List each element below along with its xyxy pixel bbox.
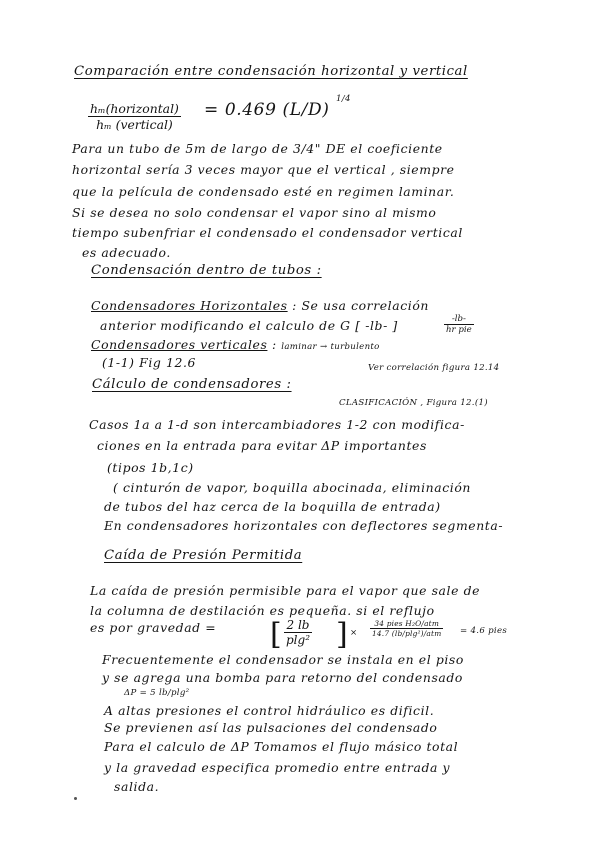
- text-line: ( cinturón de vapor, boquilla abocinada, eliminación: [113, 480, 471, 495]
- text-line: y la gravedad especifica promedio entre entrada y: [104, 760, 451, 775]
- text-line: es adecuado.: [82, 245, 171, 260]
- text-line: (1-1) Fig 12.6: [102, 355, 196, 370]
- text-line: y se agrega una bomba para retorno del condensado: [102, 670, 463, 685]
- text-line: CLASIFICACIÓN , Figura 12.(1): [339, 398, 488, 408]
- fraction: $\frac{2 lb}{\text{plg²}}$: [286, 618, 311, 647]
- fraction: 34 pies H₂O/atm 14.7 (lb/plg²)/atm: [372, 619, 442, 638]
- text-line: Para el calculo de ΔP Tomamos el flujo másico total: [104, 739, 459, 754]
- text-line: horizontal sería 3 veces mayor que el vertical , siempre: [72, 162, 455, 177]
- text-line: = 4.6 pies: [460, 626, 508, 636]
- page-title: Comparación entre condensación horizontal y vertical: [74, 64, 468, 79]
- text-line: ×: [350, 628, 358, 638]
- text-line: ciones en la entrada para evitar ΔP importantes: [97, 438, 427, 453]
- ratio-fraction: hₘ(horizontal) hₘ (vertical): [90, 101, 179, 132]
- section-heading: Cálculo de condensadores :: [92, 377, 292, 392]
- text-line: Frecuentemente el condensador se instala en el piso: [102, 652, 464, 667]
- text-line: La caída de presión permisible para el vapor que sale de: [90, 583, 481, 598]
- text-line: Condensadores verticales : laminar → turbulento: [91, 337, 380, 352]
- text-line: salida.: [114, 779, 160, 794]
- stray-dot: [74, 797, 77, 800]
- text-line: tiempo subenfriar el condensado el condensador vertical: [72, 225, 463, 240]
- text-line: Si se desea no solo condensar el vapor sino al mismo: [72, 205, 437, 220]
- text-line: Para un tubo de 5m de largo de 3/4" DE el coeficiente: [72, 141, 443, 156]
- text-line: Casos 1a a 1-d son intercambiadores 1-2 con modifica-: [89, 417, 465, 432]
- fraction: -lb- hr pie: [446, 314, 472, 335]
- text-line: (tipos 1b,1c): [107, 460, 194, 475]
- text-line: Se previenen así las pulsaciones del condensado: [104, 720, 438, 735]
- text-line: En condensadores horizontales con deflectores segmenta-: [104, 518, 504, 533]
- text-line: que la película de condensado esté en regimen laminar.: [72, 184, 455, 199]
- text-line: Condensadores Horizontales : Se usa correlación: [91, 298, 429, 313]
- text-line: es por gravedad =: [90, 620, 217, 635]
- text-line: ΔP = 5 lb/plg²: [124, 688, 190, 698]
- text-line: A altas presiones el control hidráulico es dificil.: [104, 703, 435, 718]
- text-line: la columna de destilación es pequeña. si el reflujo: [90, 603, 435, 618]
- text-line: anterior modificando el calculo de G [ -lb- ]: [100, 318, 398, 333]
- formula-exponent: 1/4: [336, 94, 351, 104]
- section-heading: Caída de Presión Permitida: [104, 548, 303, 563]
- handwritten-page: Comparación entre condensación horizontal y vertical hₘ(horizontal) hₘ (vertical) = 0.469 (L/D) 1/4 Para un tubo de 5m de largo de 3/4" DE el coeficiente horizontal sería 3 veces mayor que el vertical , siempre que la película de condensado esté en regimen laminar. Si se desea no solo condensar el vapor sino al mismo tiempo subenfriar el condensado el condensador vertical es adecuado. Condensación dentro de tubos : Condensadores Horizontales : Se usa correlación anterior modificando el calculo de G [ -lb- ] -lb- hr pie Condensadores verticales : laminar → turbulento (1-1) Fig 12.6 Ver correlación figura 12.14 Cálculo de condensadores : CLASIFICACIÓN , Figura 12.(1) Casos 1a a 1-d son intercambiadores 1-2 con modifica- ciones en la entrada para evitar ΔP importantes (tipos 1b,1c) ( cinturón de vapor, boquilla abocinada, eliminación de tubos del haz cerca de la boquilla de entrada) En condensadores horizontales con deflectores segmenta- Caída de Presión Permitida La caída de presión permisible para el vapor que sale de la columna de destilación es pequeña. si el reflujo es por gravedad = [ $\frac{2 lb}{\text{plg²}}$ ] × 34 pies H₂O/atm 14.7 (lb/plg²)/atm = 4.6 pies Frecuentemente el condensador se instala en el piso y se agrega una bomba para retorno del condensado ΔP = 5 lb/plg² A altas presiones el control hidráulico es dificil. Se previenen así las pulsaciones del condensado Para el calculo de ΔP Tomamos el flujo másico total y la gravedad especifica promedio entre entrada y salida.: [0, 0, 603, 848]
- section-heading: Condensación dentro de tubos :: [91, 263, 322, 278]
- text-line: de tubos del haz cerca de la boquilla de entrada): [104, 499, 441, 514]
- formula-rhs: = 0.469 (L/D): [204, 100, 330, 120]
- text-line: Ver correlación figura 12.14: [368, 363, 500, 373]
